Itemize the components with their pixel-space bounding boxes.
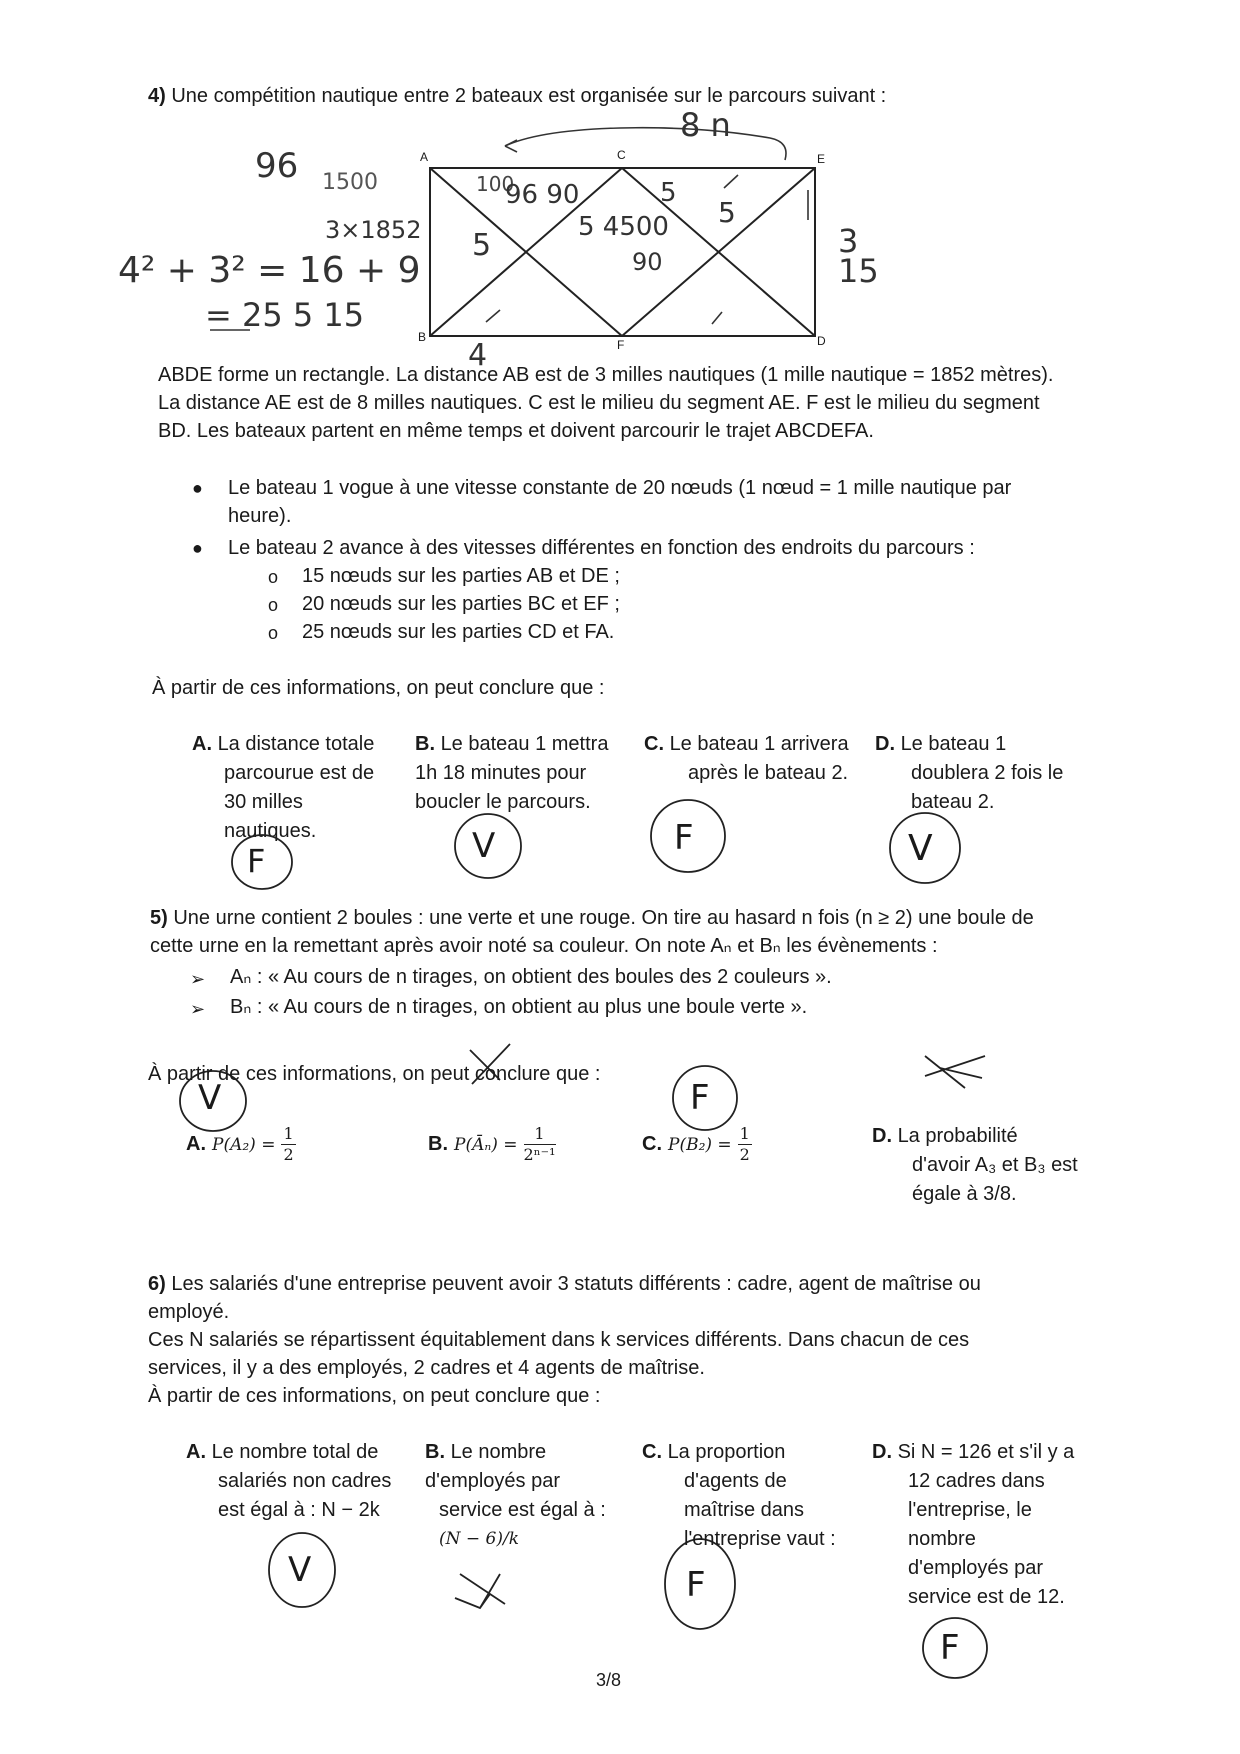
q5-c-mark: F <box>690 1078 710 1118</box>
q6-option-b-line: Le nombre <box>450 1441 547 1463</box>
q5-option-a-frac <box>281 1124 295 1165</box>
q4-d-mark: V <box>908 828 933 869</box>
q4-option-d-line: Le bateau 1 <box>900 733 1007 755</box>
q5-intro <box>150 904 1034 960</box>
q6-option-c-line: maîtrise dans <box>684 1499 805 1521</box>
q5-line2: cette urne en la remettant après avoir noté sa couleur. On note Aₙ et Bₙ les évènements : <box>150 935 938 957</box>
hand-top: 8 n <box>680 106 731 144</box>
q5-line1: Une urne contient 2 boules : une verte et une rouge. On tire au hasard n fois (n ≥ 2) une boule de <box>173 907 1034 929</box>
q6-option-b-label: B. <box>425 1441 445 1463</box>
q4-bullet2: Le bateau 2 avance à des vitesses différentes en fonction des endroits du parcours : <box>228 537 975 559</box>
q4-option-a-label: A. <box>192 733 212 755</box>
hand-in1: 100 <box>476 172 515 196</box>
q6-option-d <box>872 1438 1074 1612</box>
q6-option-d-line: d'employés par <box>908 1557 1043 1579</box>
q5-option-b <box>428 1124 556 1165</box>
hand-left5: = 25 5 15 <box>205 296 365 334</box>
q6-line: employé. <box>148 1301 230 1323</box>
q6-option-b <box>425 1438 606 1554</box>
q4-sub1: 15 nœuds sur les parties AB et DE ; <box>302 565 620 587</box>
q6-option-d-line: 12 cadres dans <box>908 1470 1045 1492</box>
label-e: E <box>817 152 826 166</box>
label-d: D <box>817 334 826 348</box>
q5-option-d-line: égale à 3/8. <box>912 1183 1017 1205</box>
q6-option-d-line: service est de 12. <box>908 1586 1065 1608</box>
page-number: 3/8 <box>596 1670 622 1690</box>
q5-event-a: Aₙ : « Au cours de n tirages, on obtient des boules des 2 couleurs ». <box>230 966 832 988</box>
q4-option-c-label: C. <box>644 733 664 755</box>
q4-option-c-line: après le bateau 2. <box>688 762 849 784</box>
q6-option-d-line: Si N = 126 et s'il y a <box>897 1441 1075 1463</box>
q4-bullet1-line2: heure). <box>228 505 292 527</box>
q4-intro-text: Une compétition nautique entre 2 bateaux est organisée sur le parcours suivant : <box>171 85 887 107</box>
q6-option-b-line: service est égal à : <box>439 1499 606 1521</box>
q6-option-a-line: est égal à : N − 2k <box>218 1499 380 1521</box>
q5-option-d-line: d'avoir A₃ et B₃ est <box>912 1154 1078 1176</box>
q5-option-d <box>872 1122 1078 1209</box>
q4-option-c-line: Le bateau 1 arrivera <box>669 733 849 755</box>
q4-option-a-line: La distance totale <box>217 733 375 755</box>
q4-bullet1-line1: Le bateau 1 vogue à une vitesse constante de 20 nœuds (1 nœud = 1 mille nautique par <box>228 477 1012 499</box>
bullet-icon: ● <box>192 478 203 498</box>
q6-option-a <box>186 1438 391 1525</box>
hand-in4: 5 4500 <box>578 212 669 242</box>
q6-number: 6) <box>148 1273 166 1295</box>
q6-option-c-line: l'entreprise vaut : <box>684 1528 836 1550</box>
hand-in7: 5 <box>718 196 736 229</box>
q4-sub2: 20 nœuds sur les parties BC et EF ; <box>302 593 620 615</box>
q6-option-c-line: La proportion <box>667 1441 786 1463</box>
q6-line: À partir de ces informations, on peut conclure que : <box>148 1385 601 1407</box>
q5-option-a-label: A. <box>186 1133 206 1155</box>
q5-option-a-lhs: P(A₂) = <box>212 1134 276 1155</box>
q6-option-d-line: nombre <box>908 1528 976 1550</box>
q5-option-a <box>186 1124 296 1165</box>
q6-a-mark: V <box>288 1550 312 1590</box>
q6-option-b-line: (N − 6)/k <box>439 1529 520 1549</box>
q5-option-c-label: C. <box>642 1133 662 1155</box>
q5-option-d-line: La probabilité <box>897 1125 1018 1147</box>
q4-option-d-line: doublera 2 fois le <box>911 762 1064 784</box>
q5-number: 5) <box>150 907 168 929</box>
hand-bottom: 4 <box>468 338 488 373</box>
arrow-bullet-icons: ➢ ➢ <box>190 969 206 1019</box>
q4-b-mark: V <box>472 826 496 866</box>
q6-option-d-line: l'entreprise, le <box>908 1499 1032 1521</box>
q6-intro <box>148 1270 1088 1410</box>
q6-option-b-line: d'employés par <box>425 1470 560 1492</box>
hand-left1: 96 <box>255 146 299 186</box>
label-b: B <box>418 330 427 344</box>
sub-bullet-icons: o o o <box>268 567 279 643</box>
q4-option-b-line: 1h 18 minutes pour <box>415 762 587 784</box>
q6-option-c-line: d'agents de <box>684 1470 787 1492</box>
q4-option-a-line: 30 milles <box>224 791 303 813</box>
frac-den: 2 <box>283 1145 294 1164</box>
label-c: C <box>617 148 626 162</box>
q5-option-c-lhs: P(B₂) = <box>668 1134 732 1155</box>
q6-option-a-line: salariés non cadres <box>218 1470 392 1492</box>
frac-den: 2ⁿ⁻¹ <box>523 1145 556 1164</box>
q4-desc-line3: BD. Les bateaux partent en même temps et doivent parcourir le trajet ABCDEFA. <box>158 420 874 442</box>
q4-a-mark: F <box>247 842 266 880</box>
q6-d-mark: F <box>940 1628 960 1668</box>
q6-option-a-line: Le nombre total de <box>211 1441 379 1463</box>
frac-num: 1 <box>739 1124 750 1143</box>
frac-num: 1 <box>283 1124 294 1143</box>
frac-num: 1 <box>524 1124 556 1145</box>
q4-conclude: À partir de ces informations, on peut conclure que : <box>152 677 605 699</box>
q4-option-d-line: bateau 2. <box>911 791 995 813</box>
hand-left4: 4² + 3² = 16 + 9 <box>118 250 421 291</box>
q5-events <box>230 962 832 1022</box>
q4-sub3: 25 nœuds sur les parties CD et FA. <box>302 621 615 643</box>
hand-left2: 1500 <box>322 170 378 195</box>
label-a: A <box>420 150 429 164</box>
q4-desc-line1: ABDE forme un rectangle. La distance AB est de 3 milles nautiques (1 mille nautique = 1852 mètres). <box>158 364 1054 386</box>
q4-option-b-line: Le bateau 1 mettra <box>440 733 609 755</box>
q4-option-a-line: parcourue est de <box>224 762 375 784</box>
bullet-icon: ● <box>192 538 203 558</box>
hand-right: 3 15 <box>838 222 879 290</box>
q4-option-b-label: B. <box>415 733 435 755</box>
q6-line: Ces N salariés se répartissent équitablement dans k services différents. Dans chacun de ces <box>148 1329 970 1351</box>
q4-desc-line2: La distance AE est de 8 milles nautiques. C est le milieu du segment AE. F est le milieu du segment <box>158 392 1040 414</box>
hand-in2: 96 90 <box>505 180 580 210</box>
q5-conclude: À partir de ces informations, on peut conclure que : <box>148 1063 601 1085</box>
q5-option-d-label: D. <box>872 1125 892 1147</box>
hand-in6: 5 <box>660 178 677 208</box>
q4-option-b-line: boucler le parcours. <box>415 791 591 813</box>
q6-option-c-label: C. <box>642 1441 662 1463</box>
q6-line: Les salariés d'une entreprise peuvent avoir 3 statuts différents : cadre, agent de maîtrise ou <box>171 1273 981 1295</box>
q5-option-c <box>642 1124 752 1165</box>
hand-left3: 3×1852 <box>325 216 422 244</box>
q4-c-mark: F <box>674 818 694 858</box>
q6-option-a-label: A. <box>186 1441 206 1463</box>
q4-number: 4) <box>148 85 166 107</box>
q5-option-b-frac <box>524 1124 556 1165</box>
hand-in3: 5 <box>472 228 492 263</box>
q6-c-mark: F <box>686 1565 706 1605</box>
frac-den: 2 <box>739 1145 750 1164</box>
q4-option-d-label: D. <box>875 733 895 755</box>
hand-in5: 90 <box>632 248 663 276</box>
q5-a-mark: V <box>198 1078 222 1118</box>
q5-event-b: Bₙ : « Au cours de n tirages, on obtient au plus une boule verte ». <box>230 996 808 1018</box>
q5-option-b-lhs: P(Āₙ) = <box>454 1134 518 1155</box>
q6-line: services, il y a des employés, 2 cadres et 4 agents de maîtrise. <box>148 1357 705 1379</box>
q6-option-c <box>642 1438 836 1554</box>
label-f: F <box>617 338 625 352</box>
q4-option-a-line: nautiques. <box>224 820 317 842</box>
q6-option-d-label: D. <box>872 1441 892 1463</box>
q5-option-c-frac <box>738 1124 752 1165</box>
q5-option-b-label: B. <box>428 1133 448 1155</box>
